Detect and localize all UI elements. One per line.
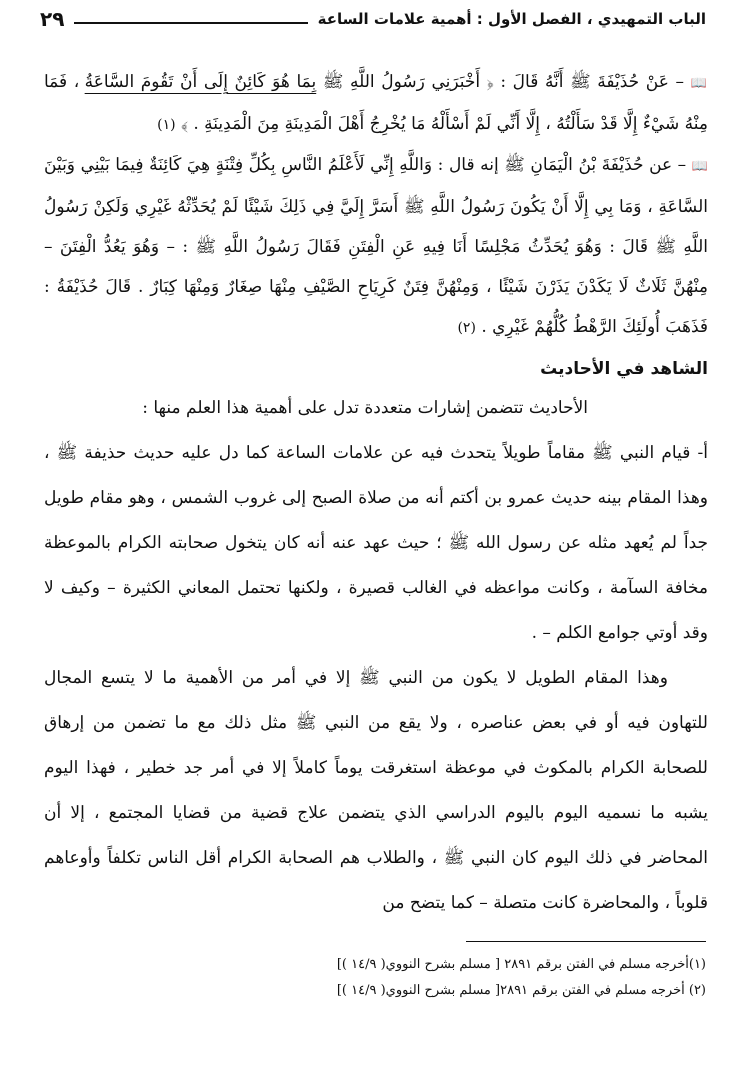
paragraph-b: وهذا المقام الطويل لا يكون من النبي ﷺ إلا في أمر من الأهمية ما لا يتسع المجال للتهاون فيه أو في بعض عناصره ، ولا يقع من النبي ﷺ مثل ذلك مع ما تضمن من إرهاق للصحابة الكرام بالمكوث في موعظة استغرقت يوماً كاملاً إلا في أمر جد خطير ، فهذا اليوم يشبه ما نسميه اليوم باليوم الدراسي الذي يتضمن علاج قضية من قضايا المجتمع ، إلا أن المحاضر في ذلك اليوم كان النبي ﷺ ، والطلاب هم الصحابة الكرام أقل الناس تكلفاً وأوعاهم قلوباً ، والمحاضرة كانت متصلة – كما يتضح من	[44, 668, 708, 913]
footnote-1: (١)أخرجه مسلم في الفتن برقم ٢٨٩١ [ مسلم بشرح النووي( ١٤/٩ )]	[336, 957, 706, 972]
hadith-1-rest: ، فَمَا مِنْهُ شَيْءٌ إِلَّا قَدْ سَأَلْتُهُ ، إِلَّا أَنِّي لَمْ أَسْأَلْهُ مَا يُخْرِجُ أَهْلَ الْمَدِينَةِ مِنَ الْمَدِينَةِ . ﴾	[44, 72, 708, 134]
book-icon: 📖	[691, 159, 709, 174]
footnote-ref-1: (١)	[157, 117, 176, 133]
footnote-ref-2: (٢)	[457, 320, 476, 336]
body-text	[44, 62, 708, 926]
hadith-2	[44, 145, 708, 348]
running-header	[40, 6, 706, 32]
intro-line: الأحاديث تتضمن إشارات متعددة تدل على أهمية هذا العلم منها :	[142, 398, 588, 418]
book-icon: 📖	[690, 76, 709, 91]
footnotes	[40, 952, 706, 1004]
header-rule	[74, 22, 307, 24]
footnote-2: (٢) أخرجه مسلم في الفتن برقم ٢٨٩١[ مسلم بشرح النووي( ١٤/٩ )]	[336, 983, 706, 998]
footnote-rule	[466, 941, 706, 942]
paragraph-a: أ- قيام النبي ﷺ مقاماً طويلاً يتحدث فيه عن علامات الساعة كما دل عليه حديث حذيفة ﷺ ، وهذا المقام بينه حديث عمرو بن أكتم أنه من صلاة الصبح إلى غروب الشمس ، وهو مقام طويل جداً لم يُعهد مثله عن رسول الله ﷺ ؛ حيث عهد عنه أنه كان يتخول صحابته الكرام بالموعظة مخافة السآمة ، وكانت مواعظه في الغالب قصيرة ، ولكنها تحتمل المعاني الكثيرة – وكيف لا وقد أوتي جوامع الكلم – .	[44, 443, 708, 643]
hadith-2-text: – عن حُذَيْفَةَ بْنُ الْيَمَانِ ﷺ إنه قال : وَاللَّهِ إِنِّي لَأَعْلَمُ النَّاسِ بِكُلِّ فِتْنَةٍ هِيَ كَائِنَةٌ فِيمَا بَيْنِي وَبَيْنَ السَّاعَةِ ، وَمَا بِي إِلَّا أَنْ يَكُونَ رَسُولُ اللَّهِ ﷺ أَسَرَّ إِلَيَّ فِي ذَلِكَ شَيْئًا لَمْ يُحَدِّثْهُ غَيْرِي وَلَكِنْ رَسُولُ اللَّهِ ﷺ قَالَ : وَهُوَ يُحَدِّثُ مَجْلِسًا أَنَا فِيهِ عَنِ الْفِتَنِ فَقَالَ رَسُولُ اللَّهِ ﷺ : – وَهُوَ يَعُدُّ الْفِتَنَ – مِنْهُنَّ ثَلَاثٌ لَا يَكَدْنَ يَذَرْنَ شَيْئًا ، وَمِنْهُنَّ فِتَنٌ كَرِيَاحِ الصَّيْفِ مِنْهَا صِغَارٌ وَمِنْهَا كِبَارٌ . قَالَ حُذَيْفَةُ : فَذَهَبَ أُولَئِكَ الرَّهْطُ كُلُّهُمْ غَيْرِي .	[44, 155, 708, 337]
hadith-1	[44, 62, 708, 145]
hadith-1-intro: – عَنْ حُذَيْفَةَ ﷺ أَنَّهُ قَالَ : ﴿ أَخْبَرَنِي رَسُولُ اللَّهِ ﷺ	[316, 72, 684, 92]
page-number: ٢٩	[40, 7, 65, 31]
header-title: الباب التمهيدي ، الفصل الأول : أهمية علامات الساعة	[317, 10, 706, 28]
section-heading: الشاهد في الأحاديث	[540, 359, 708, 379]
hadith-1-quote: بِمَا هُوَ كَائِنٌ إِلَى أَنْ تَقُومَ السَّاعَةُ	[84, 72, 317, 92]
